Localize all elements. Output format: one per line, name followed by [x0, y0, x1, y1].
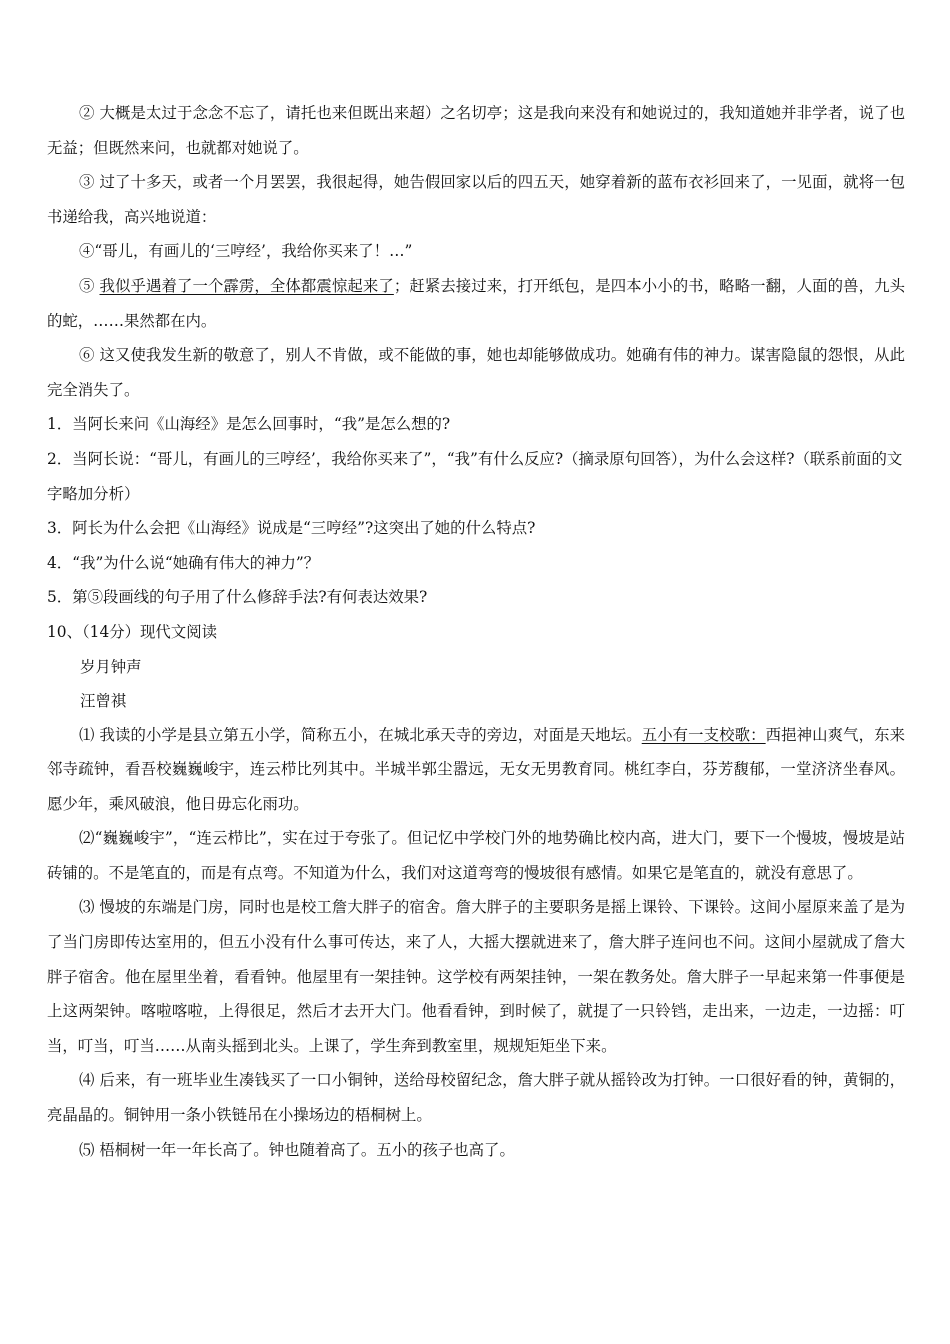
question-4: 4．“我”为什么说“她确有伟大的神力”？	[47, 553, 320, 572]
article-author: 汪曾祺	[80, 691, 127, 710]
article-paragraph-5: ⑸ 梧桐树一年一年长高了。钟也随着高了。五小的孩子也高了。	[79, 1140, 515, 1159]
passage-paragraph-3: ③ 过了十多天，或者一个月罢罢，我很起得，她告假回家以后的四五天，她穿着新的蓝布衣衫回来了，一见面，就将一包书递给我，高兴地说道：	[47, 173, 905, 226]
section-heading: 10、（14分）现代文阅读	[47, 622, 217, 641]
question-5: 5．第⑤段画线的句子用了什么修辞手法?有何表达效果?	[47, 588, 428, 607]
article-paragraph-4: ⑷ 后来，有一班毕业生凑钱买了一口小铜钟，送给母校留纪念，詹大胖子就从摇铃改为打钟。一口很好看的钟，黄铜的，亮晶晶的。铜钟用一条小铁链吊在小操场边的梧桐树上。	[47, 1071, 905, 1125]
article-paragraph-3: ⑶ 慢坡的东端是门房，同时也是校工詹大胖子的宿舍。詹大胖子的主要职务是摇上课铃、下课铃。这间小屋原来盖了是为了当门房即传达室用的，但五小没有什么事可传达，来了人，大摇大摆就进来了，詹大胖子连问也不问。这间小屋就成了詹大胖子宿舍。他在屋里坐着，看看钟。他屋里有一架挂钟。这学校有两架挂钟，一架在教务处。詹大胖子一早起来第一件事便是上这两架钟。喀啦喀啦，上得很足，然后才去开大门。他看看钟，到时候了，就提了一只铃铛，走出来，一边走，一边摇：叮当，叮当，叮当……从南头摇到北头。上课了，学生奔到教室里，规规矩矩坐下来。	[47, 898, 905, 1055]
paragraph-text: 西挹神山爽气，东来邻寺疏钟，看吾校巍巍峻宇，连云栉比列其中。半城半郭尘嚣远，无女无男教育同。桃红李白，芬芳馥郁，一堂济济坐春风。愿少年，乘风破浪，他日毋忘化雨功。	[47, 725, 905, 813]
question-1: 1．当阿长来问《山海经》是怎么回事时，“我”是怎么想的?	[47, 415, 451, 434]
passage-paragraph-6: ⑥ 这又使我发生新的敬意了，别人不肯做，或不能做的事，她也却能够做成功。她确有伟的神力。谋害隐鼠的怨恨，从此完全消失了。	[47, 346, 905, 399]
question-2: 2．当阿长说：“哥儿，有画儿的三哼经’，我给你买来了”，“我”有什么反应?（摘录原句回答），为什么会这样?（联系前面的文字略加分析）	[47, 449, 903, 503]
underlined-sentence: 我似乎遇着了一个霹雳，全体都震惊起来了	[99, 276, 394, 295]
article-paragraph-1	[47, 718, 905, 822]
passage-paragraph-2: ② 大概是太过于念念不忘了，请托也来但既出来超）之名切亭；这是我向来没有和她说过的，我知道她并非学者，说了也无益；但既然来问，也就都对她说了。	[47, 104, 905, 157]
article-title: 岁月钟声	[80, 657, 142, 676]
paragraph-text: ⑴ 我读的小学是县立第五小学，简称五小，在城北承天寺的旁边，对面是天地坛。	[79, 725, 642, 744]
paragraph-text: ；赶紧去接过来，打开纸包，是四本小小的书，略略一翻，人面的兽，九头的蛇，……果然都在内。	[47, 276, 905, 330]
underlined-phrase: 五小有一支校歌：	[641, 725, 766, 744]
question-3: 3．阿长为什么会把《山海经》说成是“三哼经”?这突出了她的什么特点?	[47, 519, 536, 538]
article-paragraph-2: ⑵“巍巍峻宇”，“连云栉比”，实在过于夸张了。但记忆中学校门外的地势确比校内高，进大门，要下一个慢坡，慢坡是站砖铺的。不是笔直的，而是有点弯。不知道为什么，我们对这道弯弯的慢坡很有感情。如果它是笔直的，就没有意思了。	[47, 829, 905, 882]
paragraph-number: ⑤	[79, 276, 100, 295]
passage-paragraph-5	[47, 269, 905, 338]
document-page	[47, 96, 905, 1167]
passage-paragraph-4: ④“哥儿，有画儿的‘三哼经’，我给你买来了！…”	[79, 242, 413, 261]
